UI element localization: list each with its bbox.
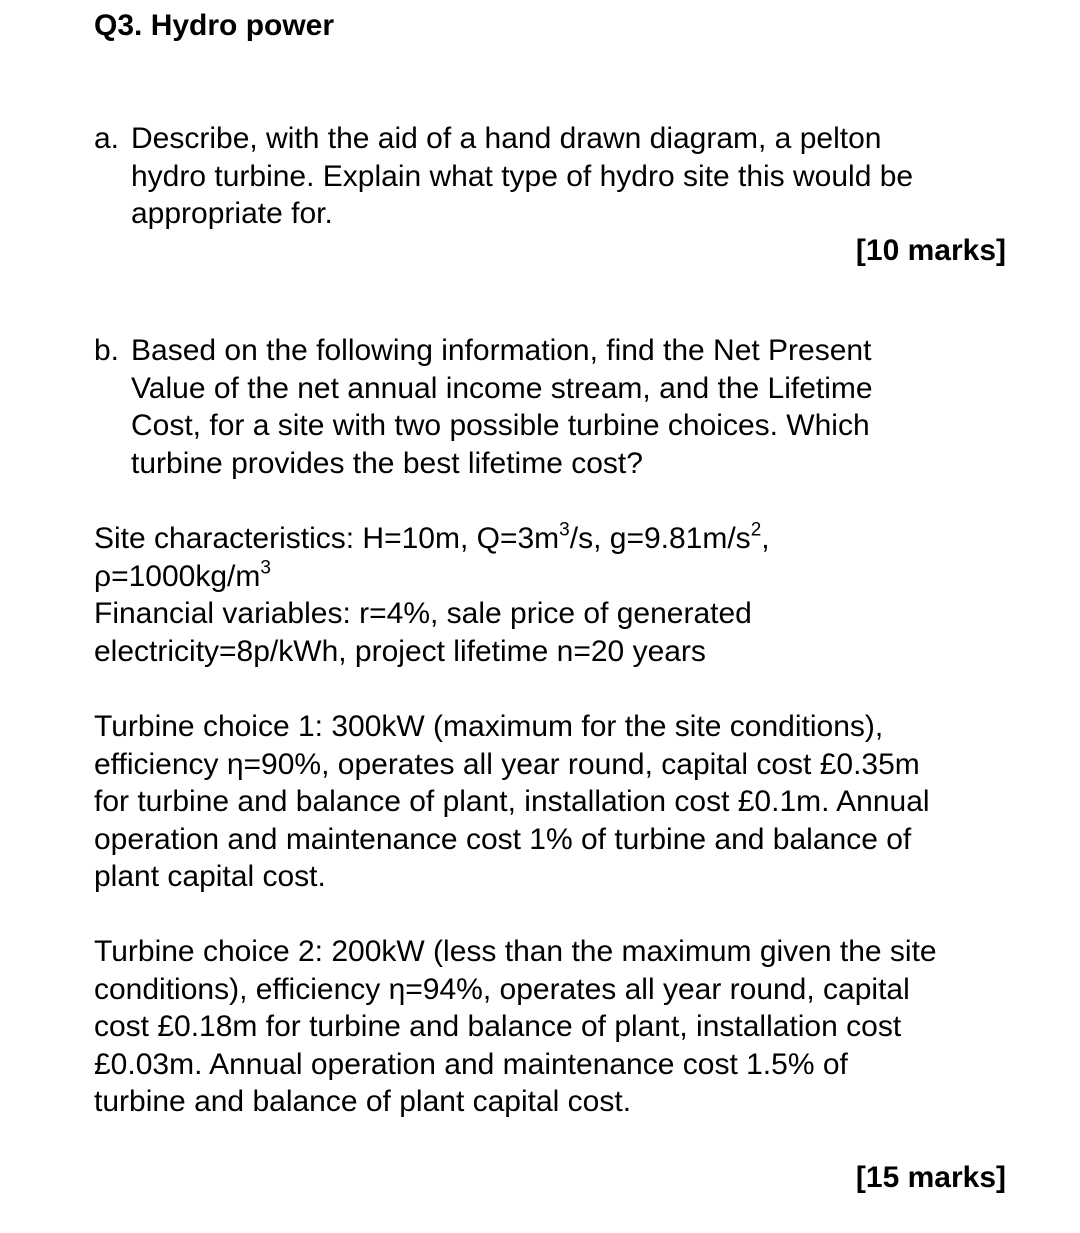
- financial-line: Financial variables: r=4%, sale price of generated: [94, 597, 752, 630]
- part-b: [94, 332, 1014, 482]
- part-b-marks: [15 marks]: [855, 1161, 1006, 1194]
- turbine2-line: conditions), efficiency η=94%, operates all year round, capital: [94, 972, 910, 1006]
- superscript: 3: [260, 557, 271, 579]
- part-b-line: Cost, for a site with two possible turbine choices. Which: [131, 409, 870, 442]
- site-line-1: [94, 520, 1024, 558]
- part-b-text: [131, 332, 1014, 482]
- turbine2-line: £0.03m. Annual operation and maintenance cost 1.5% of: [94, 1047, 848, 1081]
- part-a-letter: a.: [94, 122, 120, 155]
- part-b-line: turbine provides the best lifetime cost?: [131, 446, 643, 480]
- financial-variables: [94, 595, 1024, 670]
- turbine1-line: plant capital cost.: [94, 860, 326, 893]
- part-a-line: appropriate for.: [131, 197, 333, 230]
- superscript: 3: [559, 519, 570, 541]
- site-text: /s, g=9.81m/s: [569, 522, 751, 555]
- part-b-letter: b.: [94, 334, 120, 367]
- part-a-line: Describe, with the aid of a hand drawn diagram, a pelton: [131, 122, 882, 155]
- turbine1-line: operation and maintenance cost 1% of turbine and balance of: [94, 822, 912, 856]
- question-title: Q3. Hydro power: [94, 9, 335, 42]
- superscript: 2: [750, 519, 762, 541]
- turbine2-line: cost £0.18m for turbine and balance of plant, installation cost: [94, 1010, 902, 1043]
- turbine2-line: Turbine choice 2: 200kW (less than the maximum given the site: [94, 935, 937, 968]
- turbine-choice-2: [94, 933, 1024, 1121]
- turbine1-line: Turbine choice 1: 300kW (maximum for the site conditions),: [94, 710, 884, 743]
- part-a-marks: [10 marks]: [855, 234, 1006, 267]
- site-line-2: [94, 558, 1024, 596]
- turbine1-line: for turbine and balance of plant, installation cost £0.1m. Annual: [94, 785, 930, 818]
- financial-line: electricity=8p/kWh, project lifetime n=20 years: [94, 634, 706, 668]
- part-a-text: [131, 120, 1014, 233]
- turbine1-line: efficiency η=90%, operates all year round, capital cost £0.35m: [94, 747, 920, 781]
- site-text: ,: [761, 522, 770, 555]
- site-characteristics: [94, 520, 1024, 595]
- part-a: [94, 120, 1014, 233]
- part-b-line: Based on the following information, find the Net Present: [131, 334, 872, 367]
- site-text: ρ=1000kg/m: [94, 559, 261, 593]
- turbine2-line: turbine and balance of plant capital cost.: [94, 1085, 632, 1118]
- site-text: Site characteristics: H=10m, Q=3m: [94, 522, 560, 555]
- turbine-choice-1: [94, 708, 1024, 896]
- part-a-line: hydro turbine. Explain what type of hydro site this would be: [131, 159, 914, 193]
- part-b-line: Value of the net annual income stream, and the Lifetime: [131, 371, 873, 405]
